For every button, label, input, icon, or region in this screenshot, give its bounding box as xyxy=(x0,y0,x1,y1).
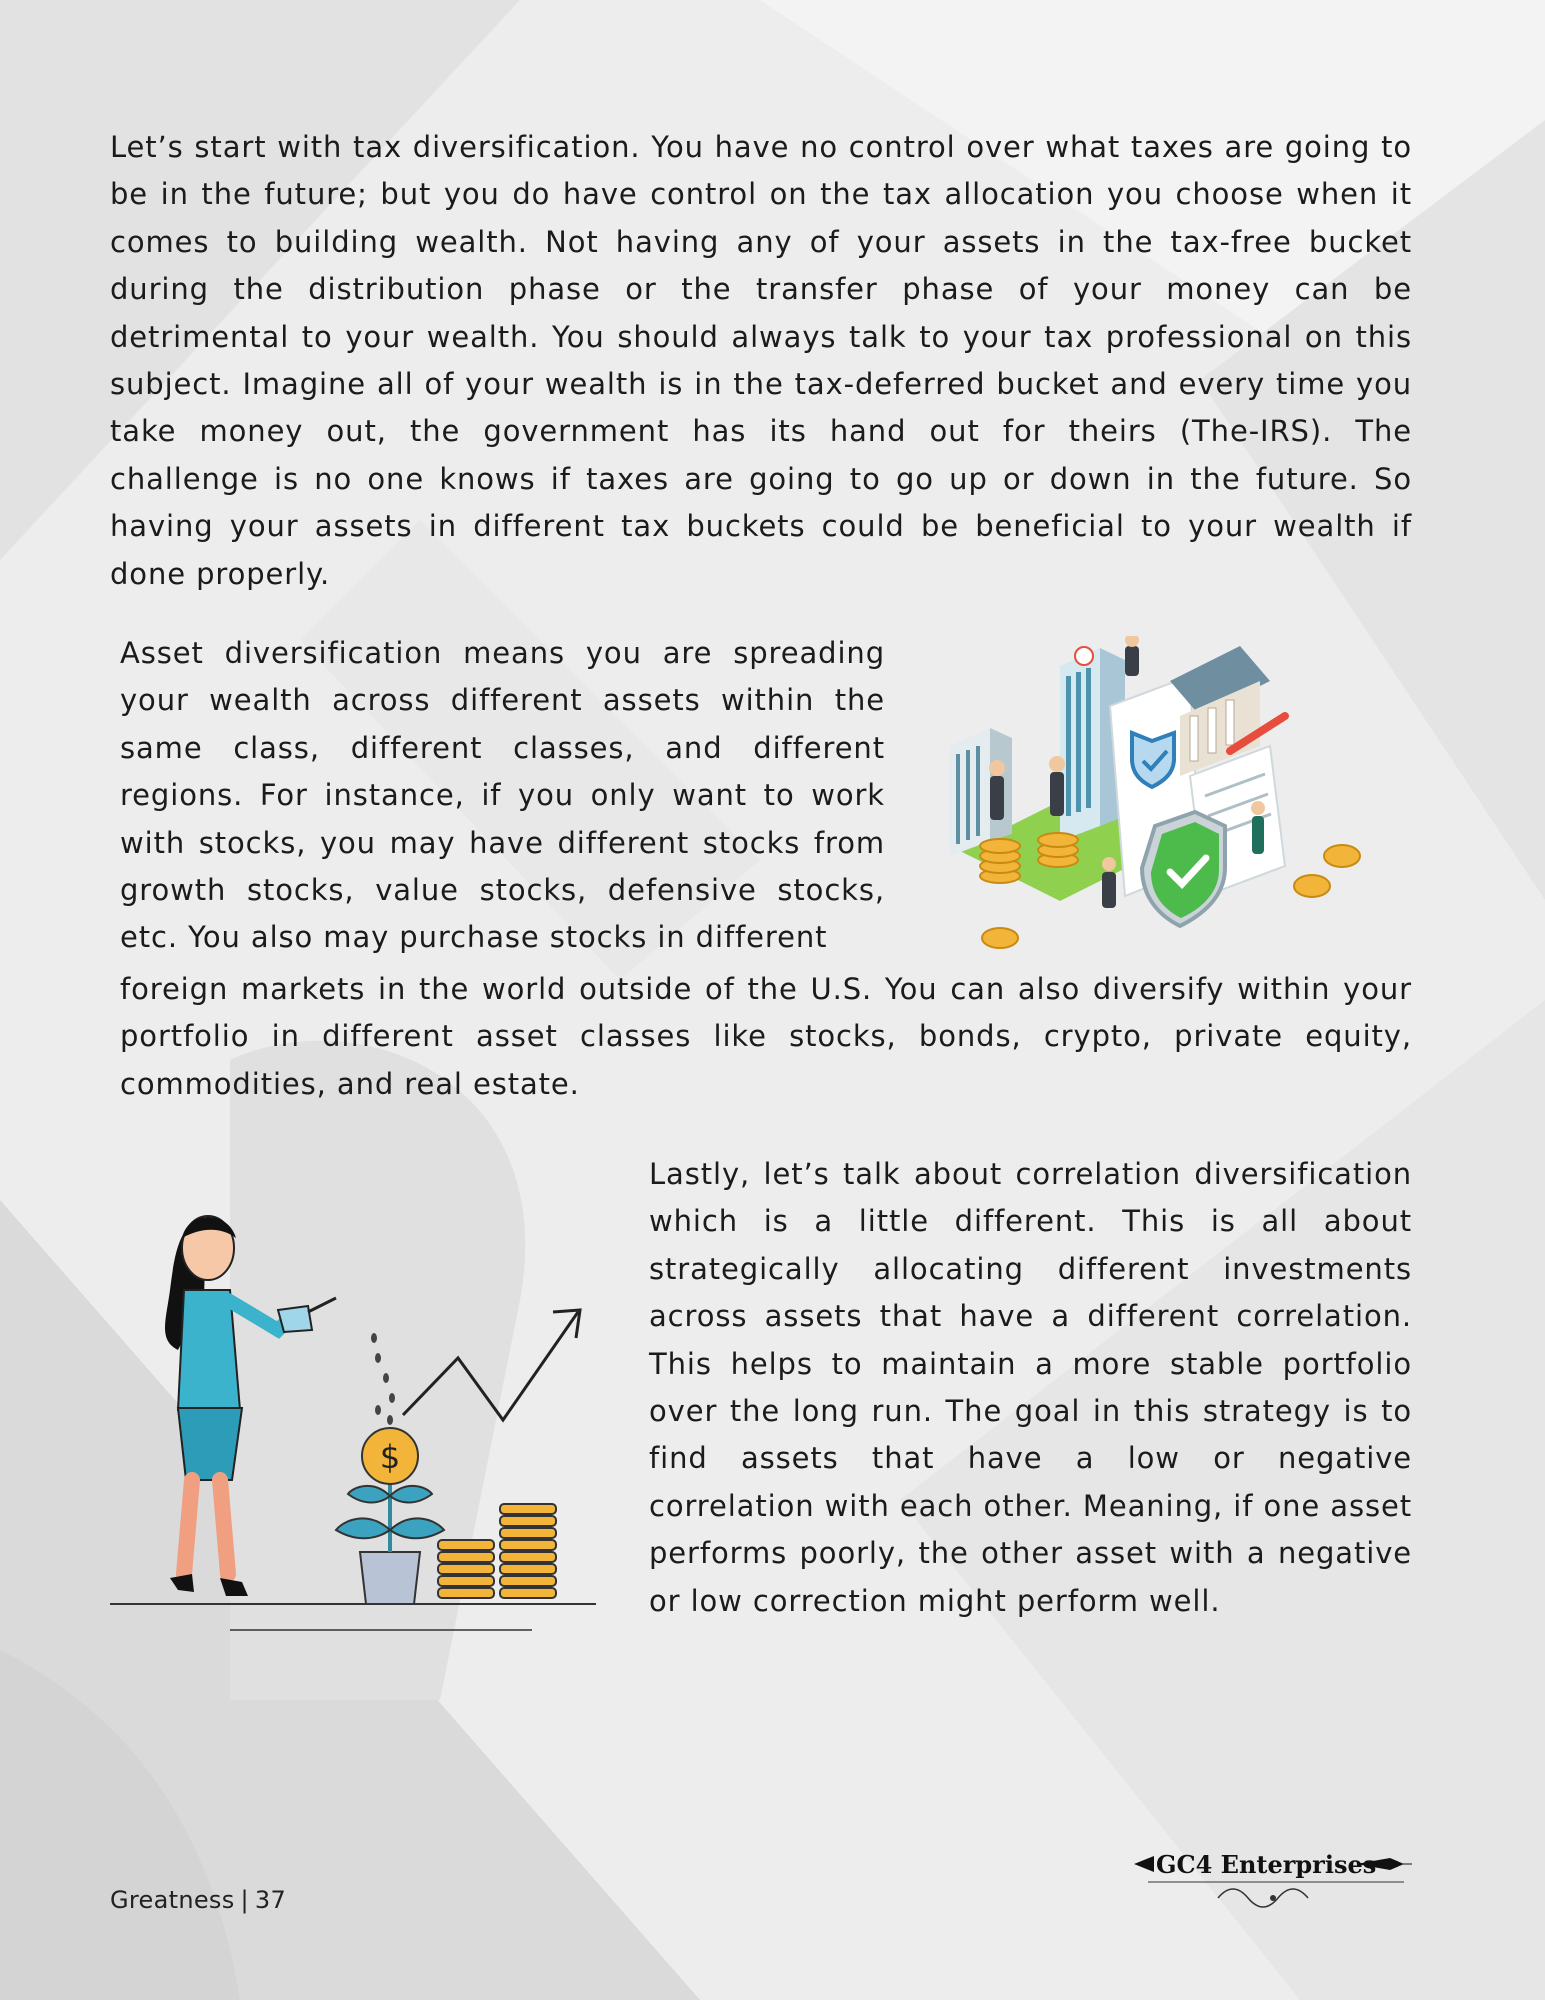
footer-page-label xyxy=(110,1886,286,1914)
company-logo xyxy=(1128,1846,1418,1918)
tax-diversification-paragraph: Let’s start with tax diversification. You have no control over what taxes are going to be in the future; but you do have control on the tax allocation you choose when it comes to building wealth. Not having any of your assets in the tax-free bucket during the distribution phase or the transfer phase of your money can be detrimental to your wealth. You should always talk to your tax professional on this subject. Imagine all of your wealth is in the tax-deferred bucket and every time you take money out, the government has its hand out for theirs (The-IRS). The challenge is no one knows if taxes are going to go up or down in the future. So having your assets in different tax buckets could be beneficial to your wealth if done properly. xyxy=(110,130,1412,591)
book-title: Greatness xyxy=(110,1886,235,1914)
page-number: 37 xyxy=(254,1886,287,1914)
coin-dollar-sign: $ xyxy=(379,1438,401,1476)
growth-investing-illustration xyxy=(108,1180,598,1640)
correlation-diversification-paragraph: Lastly, let’s talk about correlation diversification which is a little different. This is all about strategically allocating different investments across assets that have a different correlation. This helps to maintain a more stable portfolio over the long run. The goal in this strategy is to find assets that have a low or negative correlation with each other. Meaning, if one asset performs poorly, the other asset with a negative or low correction might perform well. xyxy=(649,1157,1412,1618)
woman-watering-icon xyxy=(165,1216,336,1596)
shield-check-icon xyxy=(1142,812,1225,926)
asset-diversification-paragraph: Asset diversification means you are spreading your wealth across different assets within the same class, different classes, and different regions. For instance, if you only want to work with stocks, you may have different stocks from growth stocks, value stocks, defensive stocks, etc. You also may purchase stocks in different xyxy=(120,636,885,955)
trend-arrow-icon xyxy=(403,1310,580,1420)
business-investment-illustration xyxy=(940,636,1370,966)
dollar-coin-icon xyxy=(362,1428,418,1484)
asset-diversification-continued: foreign markets in the world outside of the U.S. You can also diversify within your portfolio in different asset classes like stocks, bonds, crypto, private equity, commodities, and real estate. xyxy=(120,972,1412,1101)
footer-separator: | xyxy=(240,1886,249,1914)
logo-text: GC4 Enterprises xyxy=(1156,1850,1377,1879)
